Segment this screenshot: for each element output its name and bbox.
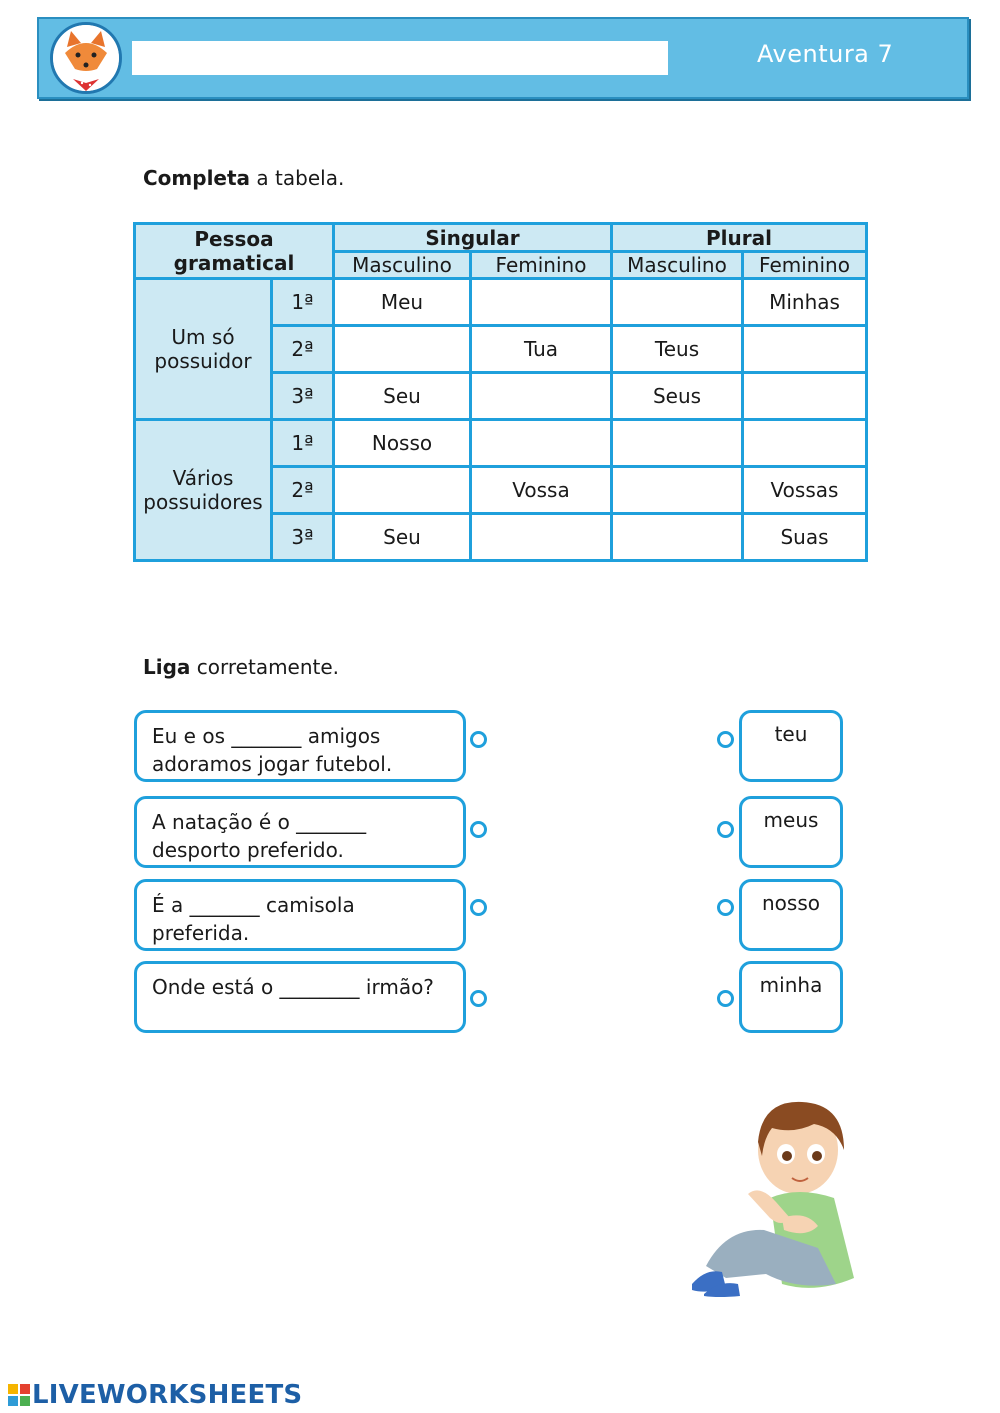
group-many-owners: Vários possuidores: [135, 420, 272, 561]
word-box-meus: meus: [739, 796, 843, 868]
word-box-teu: teu: [739, 710, 843, 782]
match-dot-right-4[interactable]: [717, 990, 734, 1007]
answer-input[interactable]: [744, 420, 869, 466]
answer-cell[interactable]: [743, 420, 867, 467]
liveworksheets-logo-icon: [8, 1383, 30, 1405]
answer-cell[interactable]: [471, 514, 612, 561]
match-dot-left-2[interactable]: [470, 821, 487, 838]
answer-input[interactable]: [472, 373, 614, 419]
person-label: 2ª: [272, 326, 334, 373]
answer-input[interactable]: [472, 279, 614, 325]
answer-input[interactable]: [335, 467, 473, 513]
answer-input[interactable]: [472, 420, 614, 466]
answer-cell[interactable]: [743, 373, 867, 420]
sentence-box-4: [134, 961, 466, 1033]
header-plur-fem: Feminino: [743, 252, 867, 279]
given-cell: Seu: [334, 373, 471, 420]
instruction-match: Liga corretamente.: [143, 655, 340, 679]
given-cell: Tua: [471, 326, 612, 373]
header-person: Pessoa gramatical: [135, 224, 334, 279]
sentence-box-1: [134, 710, 466, 782]
answer-cell[interactable]: [334, 467, 471, 514]
match-dot-right-1[interactable]: [717, 731, 734, 748]
person-label: 3ª: [272, 514, 334, 561]
header-singular: Singular: [334, 224, 612, 252]
unit-title: Aventura 7: [757, 40, 894, 68]
answer-input[interactable]: [472, 514, 614, 560]
fox-mascot-icon: [50, 22, 122, 94]
match-dot-left-3[interactable]: [470, 899, 487, 916]
sentence-box-3: [134, 879, 466, 951]
answer-cell[interactable]: [334, 326, 471, 373]
header-sing-masc: Masculino: [334, 252, 471, 279]
answer-cell[interactable]: [612, 420, 743, 467]
answer-input[interactable]: [613, 467, 745, 513]
header-plural: Plural: [612, 224, 867, 252]
given-cell: Teus: [612, 326, 743, 373]
given-cell: Seus: [612, 373, 743, 420]
answer-cell[interactable]: [612, 514, 743, 561]
header-plur-masc: Masculino: [612, 252, 743, 279]
answer-cell[interactable]: [471, 420, 612, 467]
group-one-owner: Um só possuidor: [135, 279, 272, 420]
given-cell: Seu: [334, 514, 471, 561]
match-dot-right-3[interactable]: [717, 899, 734, 916]
instruction-complete-table: Completa a tabela.: [143, 166, 345, 190]
answer-input[interactable]: [335, 326, 473, 372]
answer-input[interactable]: [744, 373, 869, 419]
sentence-line: A natação é o _______: [152, 810, 367, 834]
answer-cell[interactable]: [471, 373, 612, 420]
given-cell: Suas: [743, 514, 867, 561]
sentence-line: desporto preferido.: [152, 838, 344, 862]
sentence-line: É a _______ camisola: [152, 893, 355, 917]
word-box-nosso: nosso: [739, 879, 843, 951]
match-dot-left-1[interactable]: [470, 731, 487, 748]
word-box-minha: minha: [739, 961, 843, 1033]
given-cell: Vossas: [743, 467, 867, 514]
match-dot-left-4[interactable]: [470, 990, 487, 1007]
given-cell: Nosso: [334, 420, 471, 467]
person-label: 3ª: [272, 373, 334, 420]
answer-input[interactable]: [744, 326, 869, 372]
sentence-line: Eu e os _______ amigos: [152, 724, 381, 748]
given-cell: Vossa: [471, 467, 612, 514]
answer-cell[interactable]: [612, 467, 743, 514]
answer-input[interactable]: [613, 514, 745, 560]
given-cell: Minhas: [743, 279, 867, 326]
sentence-line: adoramos jogar futebol.: [152, 752, 393, 776]
answer-cell[interactable]: [471, 279, 612, 326]
header-sing-fem: Feminino: [471, 252, 612, 279]
person-label: 2ª: [272, 467, 334, 514]
match-dot-right-2[interactable]: [717, 821, 734, 838]
given-cell: Meu: [334, 279, 471, 326]
sentence-box-2: [134, 796, 466, 868]
sentence-line: Onde está o ________ irmão?: [152, 975, 434, 999]
answer-cell[interactable]: [612, 279, 743, 326]
person-label: 1ª: [272, 279, 334, 326]
student-name-input[interactable]: [132, 41, 668, 75]
sentence-line: preferida.: [152, 921, 250, 945]
answer-input[interactable]: [613, 420, 745, 466]
answer-cell[interactable]: [743, 326, 867, 373]
possessives-table: [133, 222, 868, 562]
footer-brand: LIVEWORKSHEETS: [8, 1380, 302, 1410]
person-label: 1ª: [272, 420, 334, 467]
sitting-boy-illustration: [686, 1098, 858, 1298]
answer-input[interactable]: [613, 279, 745, 325]
